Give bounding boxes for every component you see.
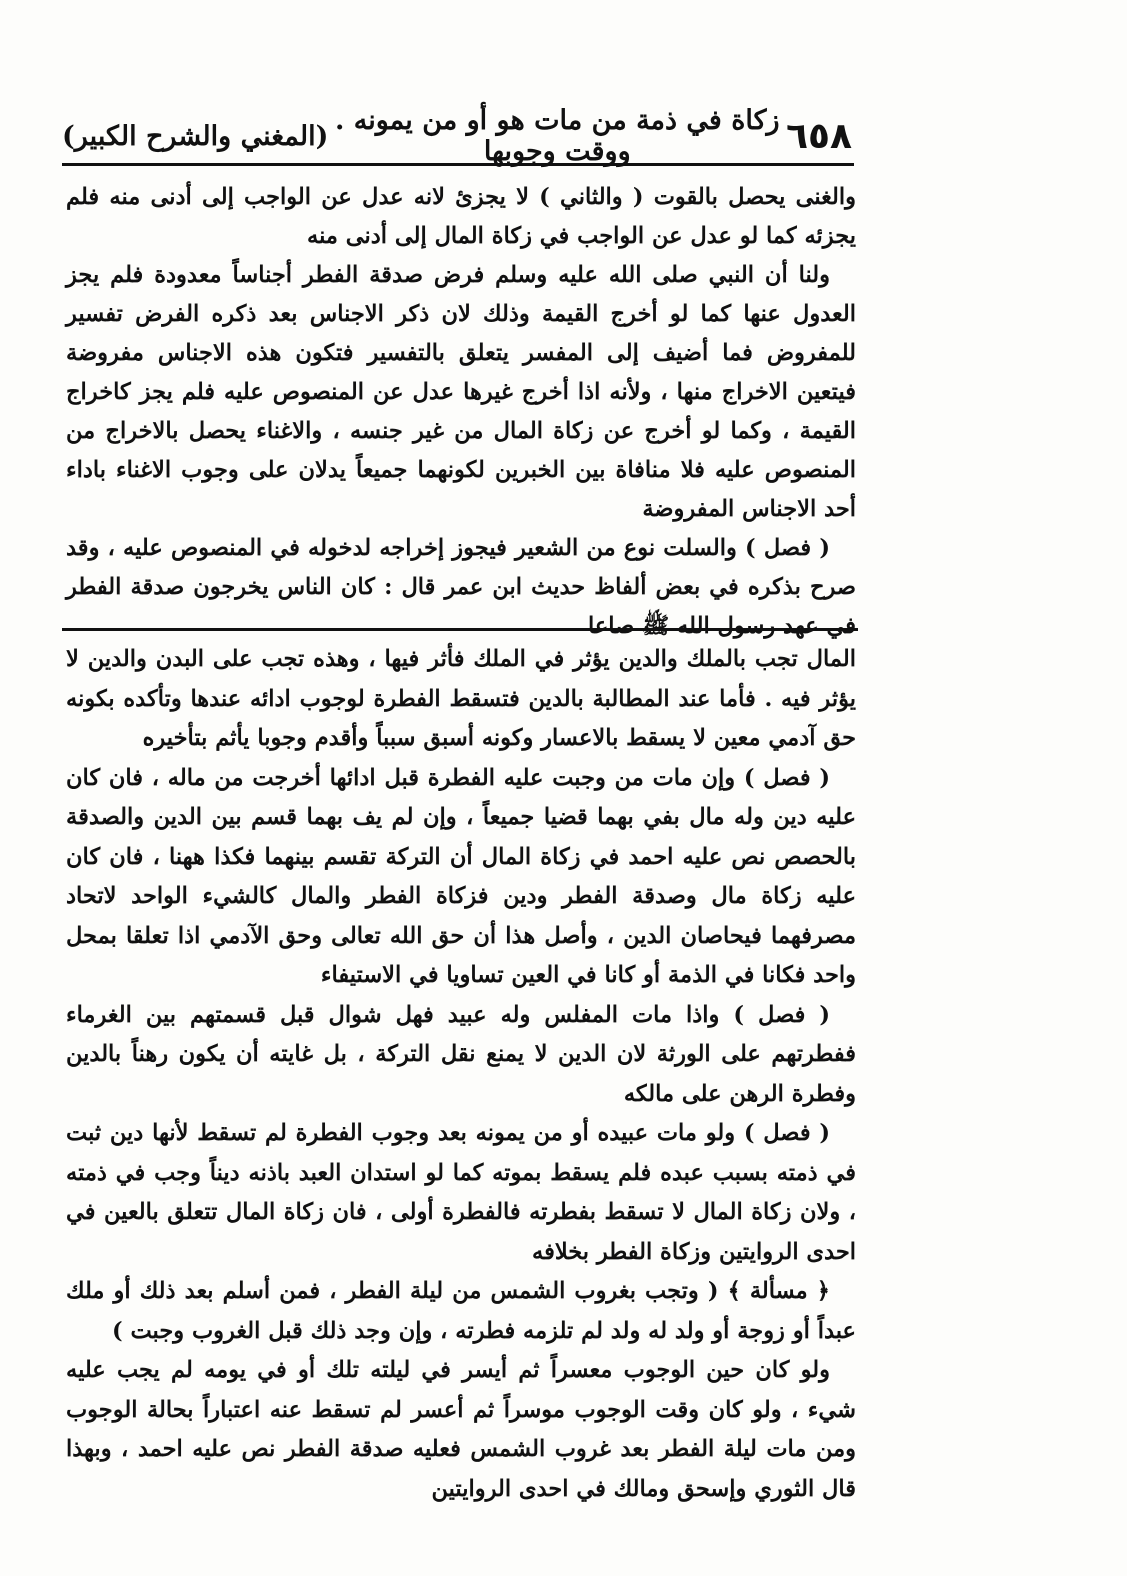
page-number: ٦٥٨ bbox=[786, 115, 852, 157]
paragraph: والغنى يحصل بالقوت ( والثاني ) لا يجزئ لانه عدل عن الواجب إلى أدنى منه فلم يجزئه كما لو عدل عن الواجب في زكاة المال إلى أدنى منه bbox=[66, 184, 856, 249]
paragraph: ( فصل ) وإن مات من وجبت عليه الفطرة قبل ادائها أخرجت من ماله ، فان كان عليه دين وله مال بفي بهما قضيا جميعاً ، وإن لم يف بهما قسم بين الدين والصدقة بالحصص نص عليه احمد في زكاة المال أن التركة تقسم بينهما فكذا ههنا ، فان كان عليه زكاة مال وصدقة الفطر ودين فزكاة الفطر والمال كالشيء الواحد لاتحاد مصرفهما فيحاصان الدين ، وأصل هذا أن حق الله تعالى وحق الآدمي اذا تعلقا بمحل واحد فكانا في الذمة أو كانا في العين تساويا في الاستيفاء bbox=[66, 764, 856, 988]
book-title: (المغني والشرح الكبير) bbox=[62, 120, 329, 152]
running-title: زكاة في ذمة من مات هو أو من يمونه . ووقت وجوبها bbox=[334, 105, 780, 167]
page-header bbox=[62, 105, 852, 167]
lower-text-section bbox=[66, 640, 856, 1509]
paragraph: ﴿ مسألة ﴾ ( وتجب بغروب الشمس من ليلة الفطر ، فمن أسلم بعد ذلك أو ملك عبداً أو زوجة أو ولد له ولد لم تلزمه فطرته ، وإن وجد ذلك قبل الغروب وجبت ) bbox=[66, 1278, 856, 1344]
paragraph: ( فصل ) ولو مات عبيده أو من يمونه بعد وجوب الفطرة لم تسقط لأنها دين ثبت في ذمته بسبب عبده فلم يسقط بموته كما لو استدان العبد باذنه ديناً وجب في ذمته ، ولان زكاة المال لا تسقط بفطرته فالفطرة أولى ، فان زكاة المال تتعلق بالعين في احدى الروايتين وزكاة الفطر بخلافه bbox=[66, 1120, 856, 1265]
main-text-section bbox=[66, 178, 856, 646]
paragraph: ( فصل ) واذا مات المفلس وله عبيد فهل شوال قبل قسمتهم بين الغرماء ففطرتهم على الورثة لان الدين لا يمنع نقل التركة ، بل غايته أن يكون رهناً بالدين وفطرة الرهن على مالكه bbox=[66, 1001, 856, 1107]
header-divider bbox=[62, 163, 854, 166]
paragraph: ولو كان حين الوجوب معسراً ثم أيسر في ليلته تلك أو في يومه لم يجب عليه شيء ، ولو كان وقت الوجوب موسراً ثم أعسر لم تسقط عنه اعتباراً بحالة الوجوب ومن مات ليلة الفطر بعد غروب الشمس فعليه صدقة الفطر نص عليه احمد ، وبهذا قال الثوري وإسحق ومالك في احدى الروايتين bbox=[66, 1357, 856, 1502]
paragraph: ولنا أن النبي صلى الله عليه وسلم فرض صدقة الفطر أجناساً معدودة فلم يجز العدول عنها كما لو أخرج القيمة وذلك لان ذكر الاجناس بعد ذكره الفرض تفسير للمفروض فما أضيف إلى المفسر يتعلق بالتفسير فتكون هذه الاجناس مفروضة فيتعين الاخراج منها ، ولأنه اذا أخرج غيرها عدل عن المنصوص عليه فلم يجز كاخراج القيمة ، وكما لو أخرج عن زكاة المال من غير جنسه ، والاغناء يحصل بالاخراج من المنصوص عليه فلا منافاة بين الخبرين لكونهما جميعاً يدلان على وجوب الاغناء باداء أحد الاجناس المفروضة bbox=[66, 262, 856, 522]
paragraph: ( فصل ) والسلت نوع من الشعير فيجوز إخراجه لدخوله في المنصوص عليه ، وقد صرح بذكره في بعض ألفاظ حديث ابن عمر قال : كان الناس يخرجون صدقة الفطر في عهد رسول الله ﷺ صاعا bbox=[66, 535, 856, 639]
paragraph: المال تجب بالملك والدين يؤثر في الملك فأثر فيها ، وهذه تجب على البدن والدين لا يؤثر فيه . فأما عند المطالبة بالدين فتسقط الفطرة لوجوب ادائه عندها وتأكده بكونه حق آدمي معين لا يسقط بالاعسار وكونه أسبق سبباً وأقدم وجوبا يأثم بتأخيره bbox=[66, 646, 856, 751]
section-divider bbox=[62, 628, 858, 631]
